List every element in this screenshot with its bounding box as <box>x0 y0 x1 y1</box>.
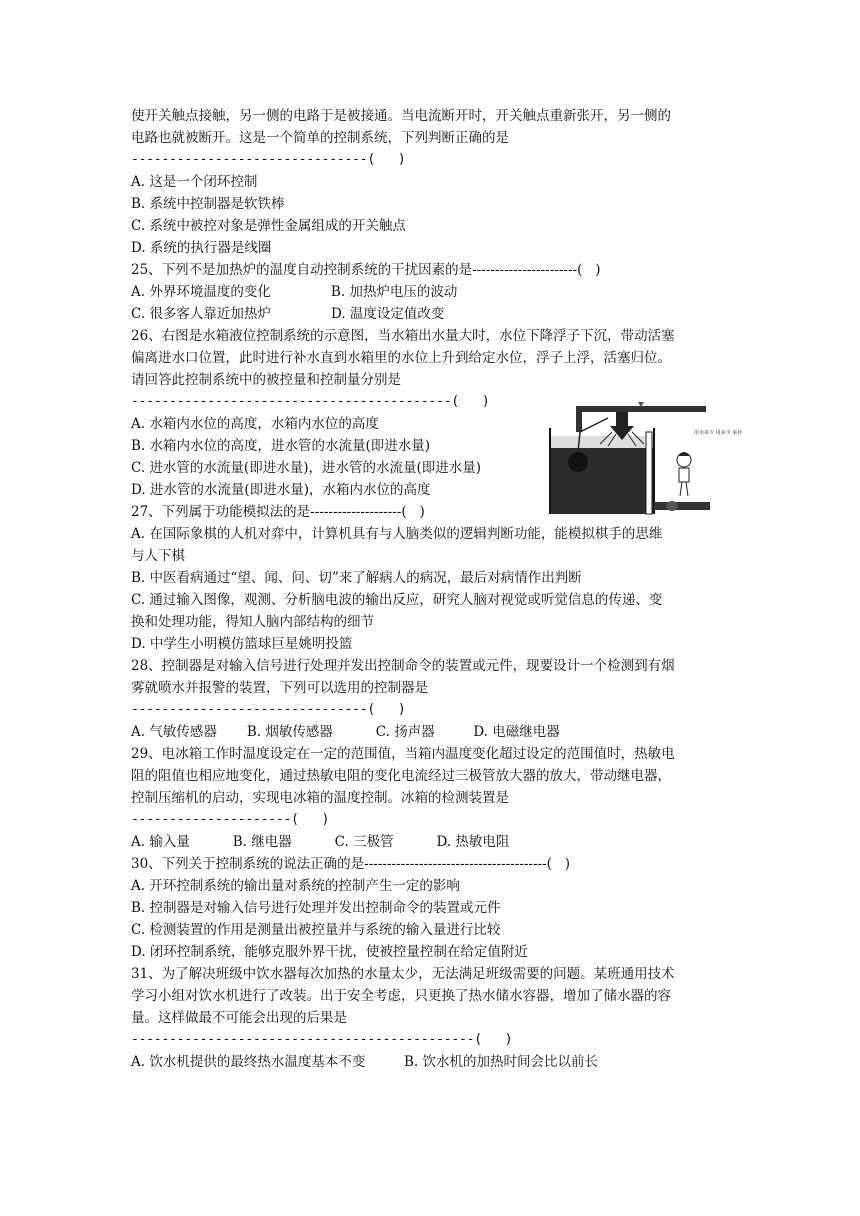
water-tank-diagram <box>548 398 743 516</box>
text-line: C. 进水管的水流量(即进水量)，进水管的水流量(即进水量) <box>131 460 481 476</box>
text-line: B. 控制器是对输入信号进行处理并发出控制命令的装置或元件 <box>131 900 501 916</box>
text-line: 30、下列关于控制系统的说法正确的是----------------------------------------( ) <box>131 856 571 872</box>
text-line: A. 开环控制系统的输出量对系统的控制产生一定的影响 <box>131 878 460 894</box>
text-line: 使开关触点接触，另一侧的电路于是被接通。当电流断开时，开关触点重新张开，另一侧的 <box>131 108 671 124</box>
text-line: 偏离进水口位置，此时进行补水直到水箱里的水位上升到给定水位，浮子上浮，活塞归位。 <box>131 350 671 366</box>
text-line: D. 中学生小明模仿篮球巨星姚明投篮 <box>131 636 353 652</box>
text-line: D. 系统的执行器是线圈 <box>131 240 272 256</box>
text-line: 请回答此控制系统中的被控量和控制量分别是 <box>131 372 401 388</box>
text-line: B. 中医看病通过“望、闻、问、切”来了解病人的病况，最后对病情作出判断 <box>131 570 582 586</box>
text-line: 电路也就被断开。这是一个简单的控制系统，下列判断正确的是 <box>131 130 509 146</box>
text-line: A. 输入量 B. 继电器 C. 三极管 D. 热敏电阻 <box>131 834 510 850</box>
text-line: 25、下列不是加热炉的温度自动控制系统的干扰因素的是-----------------------( ) <box>131 262 601 278</box>
text-line: A. 外界环境温度的变化 B. 加热炉电压的波动 <box>131 284 458 300</box>
text-line: A. 这是一个闭环控制 <box>131 174 258 190</box>
text-line: A. 在国际象棋的人机对弈中，计算机具有与人脑类似的逻辑判断功能，能模拟棋手的思维 <box>131 526 663 542</box>
text-line: D. 闭环控制系统，能够克服外界干扰，使被控量控制在给定值附近 <box>131 944 528 960</box>
text-line: A. 饮水机提供的最终热水温度基本不变 B. 饮水机的加热时间会比以前长 <box>131 1054 598 1070</box>
text-line: A. 水箱内水位的高度，水箱内水位的高度 <box>131 416 379 432</box>
text-line: C. 系统中被控对象是弹性金属组成的开关触点 <box>131 218 406 234</box>
text-line: B. 水箱内水位的高度，进水管的水流量(即进水量) <box>131 438 431 454</box>
figure-caption: 用水多少 用多少 来补 <box>694 430 743 436</box>
text-line: C. 检测装置的作用是测量出被控量并与系统的输入量进行比较 <box>131 922 501 938</box>
text-line: 雾就喷水并报警的装置，下列可以选用的控制器是 <box>131 680 428 696</box>
text-line: D. 进水管的水流量(即进水量)，水箱内水位的高度 <box>131 482 431 498</box>
text-line: 学习小组对饮水机进行了改装。出于安全考虑，只更换了热水储水容器，增加了储水器的容 <box>131 988 671 1004</box>
text-line: 26、右图是水箱液位控制系统的示意图，当水箱出水量大时，水位下降浮子下沉，带动活塞 <box>131 328 675 344</box>
text-line: ------------------------------------------( ) <box>131 394 490 409</box>
text-line: 量。这样做最不可能会出现的后果是 <box>131 1010 347 1026</box>
text-line: 31、为了解决班级中饮水器每次加热的水量太少，无法满足班级需要的问题。某班通用技术 <box>131 966 675 982</box>
text-line: 阻的阻值也相应地变化，通过热敏电阻的变化电流经过三极管放大器的放大，带动继电器， <box>131 768 671 784</box>
text-line: B. 系统中控制器是软铁棒 <box>131 196 285 212</box>
text-line: A. 气敏传感器 B. 烟敏传感器 C. 扬声器 D. 电磁继电器 <box>131 724 560 740</box>
text-line: C. 很多客人靠近加热炉 D. 温度设定值改变 <box>131 306 445 322</box>
text-line: 换和处理功能，得知人脑内部结构的细节 <box>131 614 374 630</box>
text-line: 控制压缩机的启动，实现电冰箱的温度控制。冰箱的检测装置是 <box>131 790 509 806</box>
text-line: -------------------------------( ) <box>131 702 406 717</box>
text-line: ---------------------------------------------( ) <box>131 1032 513 1047</box>
text-line: ---------------------( ) <box>131 812 330 827</box>
text-line: 28、控制器是对输入信号进行处理并发出控制命令的装置或元件，现要设计一个检测到有烟 <box>131 658 675 674</box>
text-line: 27、下列属于功能模拟法的是--------------------( ) <box>131 504 425 520</box>
text-line: 29、电冰箱工作时温度设定在一定的范围值，当箱内温度变化超过设定的范围值时，热敏电 <box>131 746 675 762</box>
text-line: C. 通过输入图像，观测、分析脑电波的输出反应，研究人脑对视觉或听觉信息的传递、变 <box>131 592 663 608</box>
text-line: -------------------------------( ) <box>131 152 406 167</box>
text-line: 与人下棋 <box>131 548 185 564</box>
